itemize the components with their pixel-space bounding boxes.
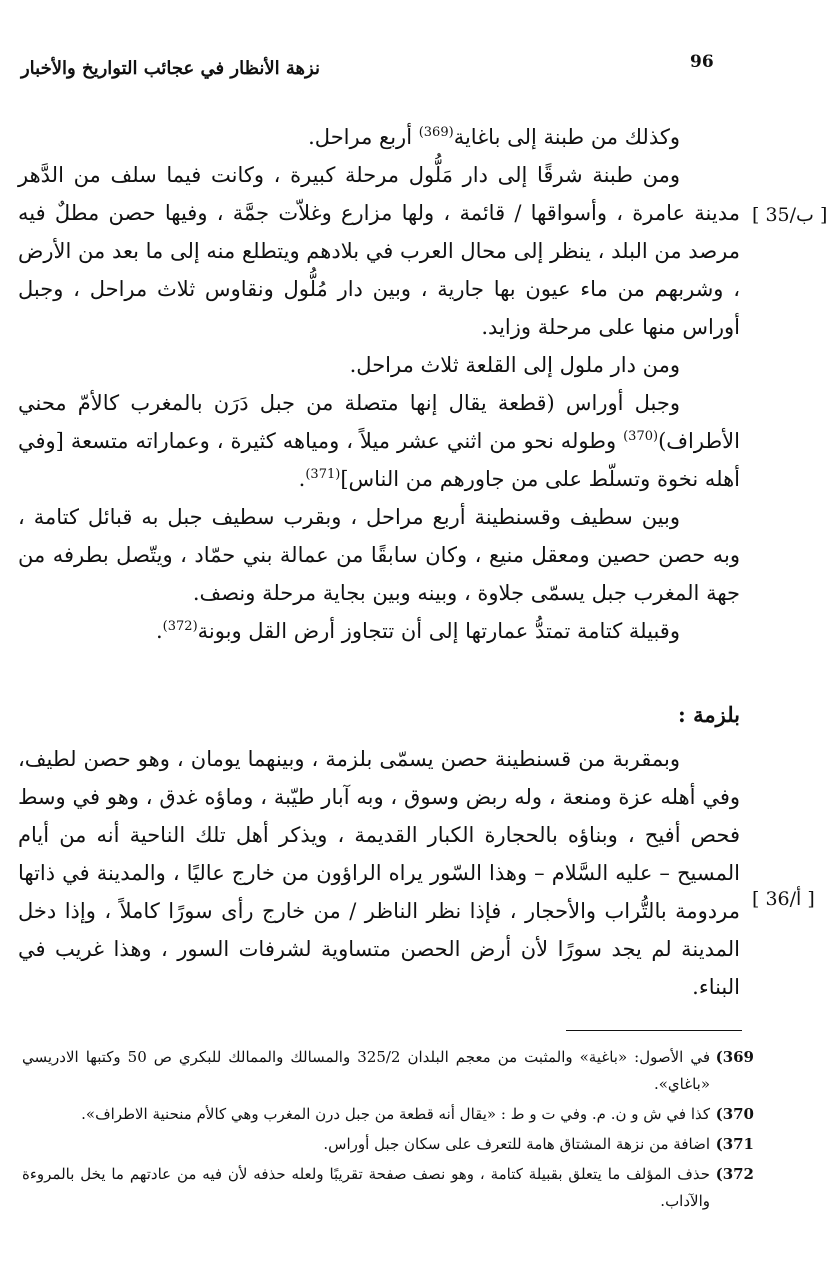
text-run: وطوله نحو من اثني عشر ميلاً ، ومياهه كثيرة ، وعماراته متسعة [وفي أهله نخوة وتسلّط على من جاورهم من الناس] [18,429,740,491]
paragraph [18,612,740,650]
footnote [22,1131,754,1158]
text-run: أربع مراحل. [308,125,419,149]
footnote [22,1161,754,1215]
footnote-text: في الأصول: «باغية» والمثبت من معجم البلدان 325/2 والمسالك والممالك للبكري ص 50 وكتبها الادريسي «باغاي». [22,1048,710,1093]
paragraph: ومن طبنة شرقًا إلى دار مَلُّول مرحلة كبيرة ، وكانت فيما سلف من الدَّهر مدينة عامرة ، وأسواقها / قائمة ، ولها مزارع وغلاّت جمَّة ، وفيها حصن مطلٌ فيه مرصد من البلد ، ينظر إلى محال العرب في بلادهم ويتطلع منه إلى ما بعد من الأرض ، وشربهم من ماء عيون بها جارية ، وبين دار مُلُّول ونقاوس ثلاث مراحل ، وجبل أوراس منها على مرحلة وزايد. [18,163,740,339]
page-number: 96 [690,52,714,72]
footnote-text: اضافة من نزهة المشتاق هامة للتعرف على سكان جبل أوراس. [323,1135,710,1153]
section-heading: بلزمة : [678,702,740,727]
text-run: . [155,619,163,643]
footnotes-list [22,1044,754,1218]
text-run: وجبل أوراس (قطعة يقال إنها متصلة من جبل دَرَن بالمغرب كالأمّ محني الأطراف) [18,391,740,453]
footnote-text: كذا في ش و ن. م. وفي ت و ط : «يقال أنه قطعة من جبل درن المغرب وهي كالأم منحنية الاطراف». [81,1105,710,1123]
paragraph: وبين سطيف وقسنطينة أربع مراحل ، وبقرب سطيف جبل به قبائل كتامة ، وبه حصن حصين ومعقل منيع ، وكان سابقًا من عمالة بني حمّاد ، ويتّصل بطرفه من جهة المغرب جبل يسمّى جلاوة ، وبينه وبين بجاية مرحلة ونصف. [18,505,740,605]
margin-folio-note: [ 35/ب ] [752,204,828,226]
footnote-number: 370) [715,1105,754,1123]
margin-folio-note: [ 36/أ ] [752,888,815,910]
footnote [22,1101,754,1128]
footnote-ref: (369) [418,125,454,140]
running-header: نزهة الأنظار في عجائب التواريخ والأخبار [20,58,320,79]
footnote-divider [566,1030,742,1031]
text-run: وقبيلة كتامة تمتدُّ عمارتها إلى أن تتجاوز أرض القل وبونة [197,619,680,643]
paragraph: ومن دار ملول إلى القلعة ثلاث مراحل. [349,353,680,377]
footnote-number: 369) [715,1048,754,1066]
paragraph [18,384,740,498]
paragraph: وبمقربة من قسنطينة حصن يسمّى بلزمة ، وبينهما يومان ، وهو حصن لطيف، وفي أهله عزة ومنعة ، وله ربض وسوق ، وبه آبار طيّبة ، وماؤه غدق ، وهو في وسط فحص أفيح ، وبناؤه بالحجارة الكبار القديمة ، ويذكر أهل تلك الناحية أنه من أيام المسيح – عليه السَّلام – وهذا السّور يراه الراؤون من خارج عاليًا ، والمدينة في ذاتها مردومة بالتُّراب والأحجار ، فإذا نظر الناظر / من خارج رأى سورًا كاملاً ، وإذا دخل المدينة لم يجد سورًا لأن أرض الحصن متساوية لشرفات السور ، وهذا غريب في البناء. [18,747,740,999]
footnote-ref: (371) [305,467,341,482]
main-text-section-1 [18,118,740,650]
footnote-ref: (372) [162,619,198,634]
footnote-number: 372) [715,1165,754,1183]
paragraph [18,118,740,156]
footnote-ref: (370) [623,429,659,444]
main-text-section-2 [18,740,740,1006]
footnote [22,1044,754,1098]
text-run: وكذلك من طبنة إلى باغاية [453,125,680,149]
footnote-number: 371) [715,1135,754,1153]
footnote-text: حذف المؤلف ما يتعلق بقبيلة كتامة ، وهو نصف صفحة تقريبًا ولعله حذفه لأن فيه من عادتهم ما يخل بالمروءة والآداب. [22,1165,710,1210]
text-run: . [298,467,306,491]
